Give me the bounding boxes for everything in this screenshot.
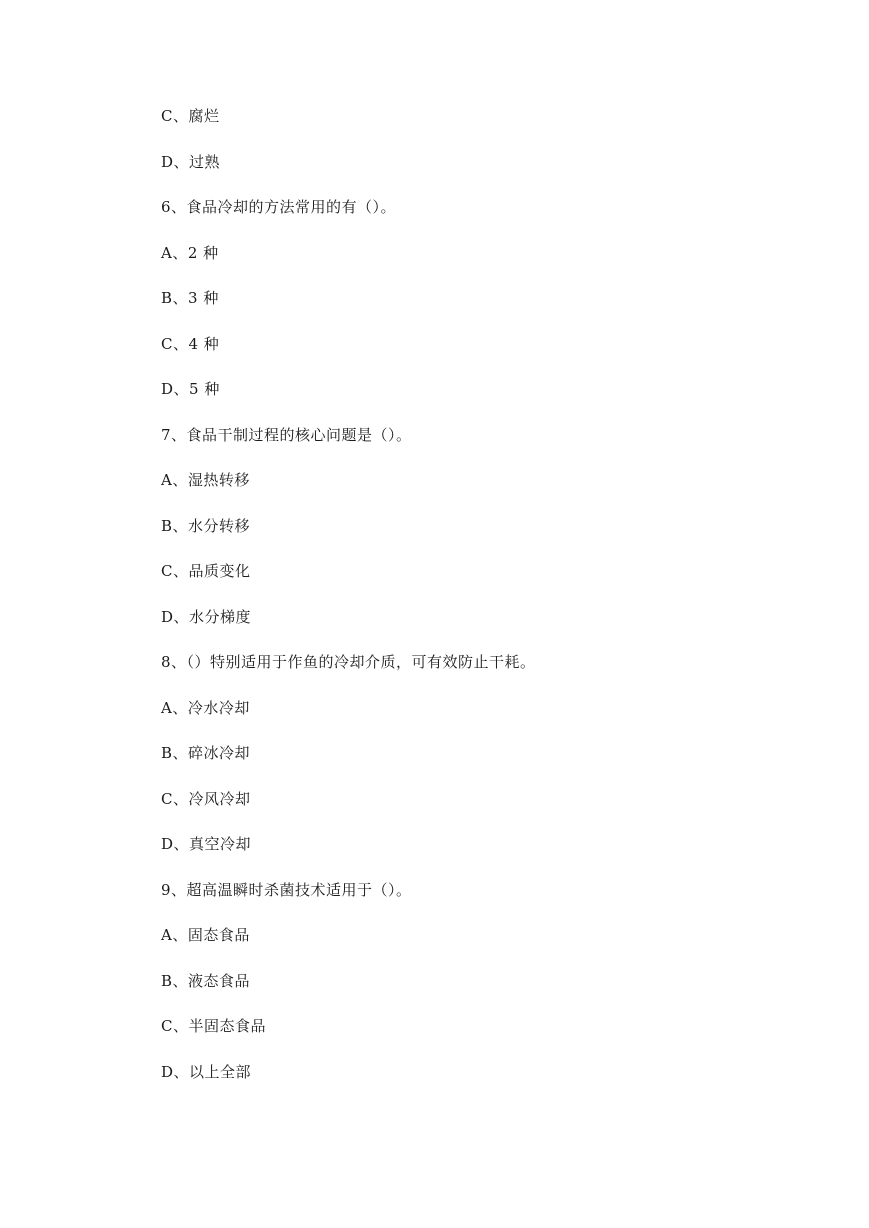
option-6d: D、5 种	[161, 380, 220, 398]
option-5d: D、过熟	[161, 152, 221, 171]
option-9d: D、以上全部	[161, 1062, 252, 1081]
question-6: 6、食品冷却的方法常用的有（）。	[161, 198, 397, 216]
option-8b: B、碎冰冷却	[161, 744, 251, 762]
option-6b: B、3 种	[161, 289, 219, 307]
option-7c: C、品质变化	[161, 562, 251, 580]
option-7a: A、湿热转移	[161, 471, 250, 489]
option-7b: B、水分转移	[161, 516, 251, 535]
option-8d: D、真空冷却	[161, 835, 252, 853]
option-6c: C、4 种	[161, 334, 220, 353]
option-9a: A、固态食品	[161, 926, 250, 944]
option-9b: B、液态食品	[161, 971, 251, 990]
option-8a: A、冷水冷却	[161, 698, 250, 717]
question-8: 8、（）特别适用于作鱼的冷却介质，可有效防止干耗。	[161, 653, 536, 671]
option-5c: C、腐烂	[161, 107, 220, 125]
option-7d: D、水分梯度	[161, 607, 252, 626]
document-body	[161, 103, 781, 1104]
option-6a: A、2 种	[161, 243, 219, 262]
option-9c: C、半固态食品	[161, 1017, 266, 1035]
option-8c: C、冷风冷却	[161, 789, 251, 808]
question-9: 9、超高温瞬时杀菌技术适用于（）。	[161, 880, 412, 899]
question-7: 7、食品干制过程的核心问题是（）。	[161, 425, 412, 444]
